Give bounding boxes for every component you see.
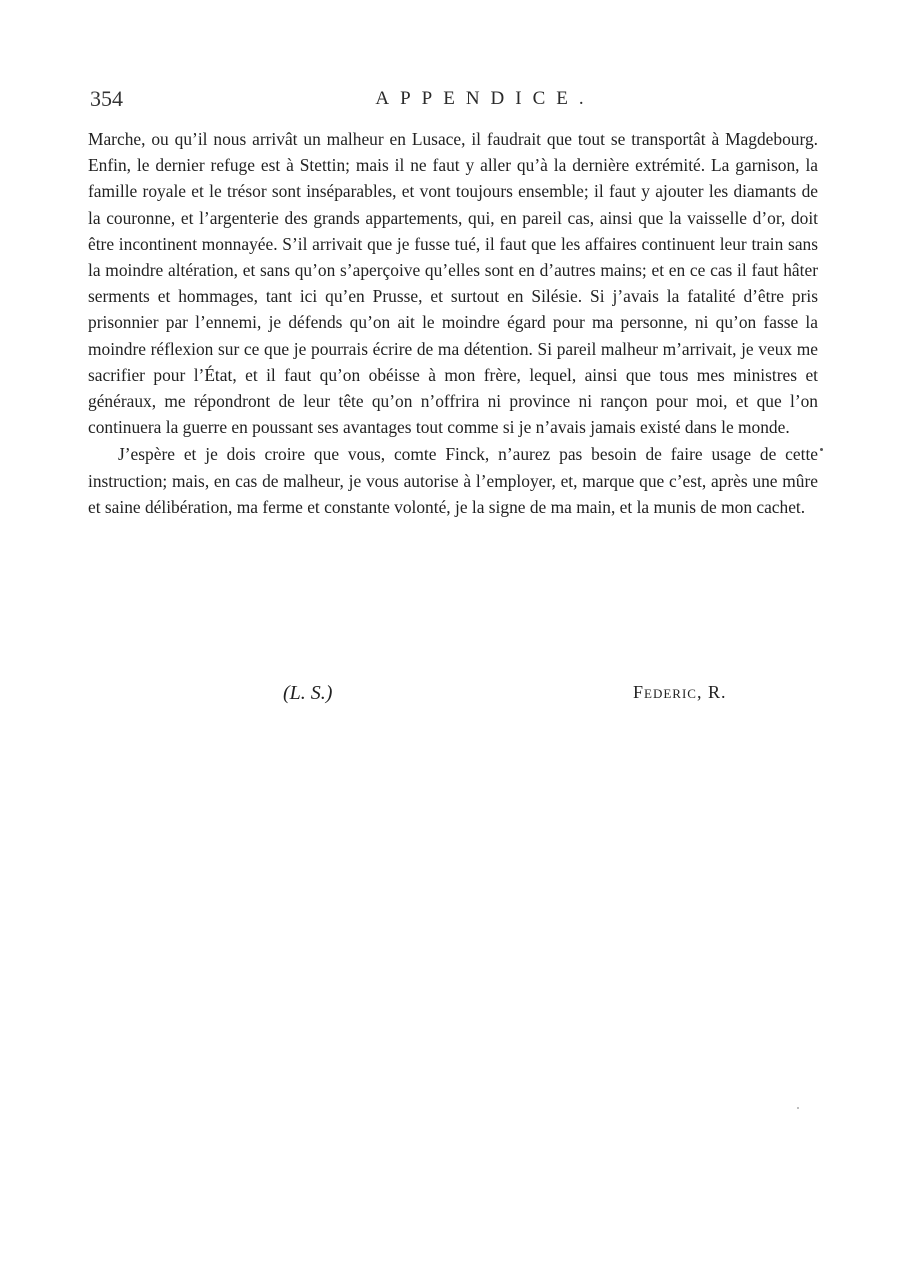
print-speck [820,448,823,451]
page-header [90,86,820,116]
paragraph-2: J’espère et je dois croire que vous, comte Finck, n’aurez pas besoin de faire usage de cette instruction; mais, en cas de malheur, je vous autorise à l’employer, et, marque que c’est, après une mûre et saine délibération, ma ferme et constante volonté, je la signe de ma main, et la munis de mon cachet. [88,444,818,517]
signature-block [88,682,818,712]
seal-mark: (L. S.) [283,682,333,704]
page-body [88,126,818,520]
print-speck [797,1107,799,1109]
royal-signature: Federic, R. [633,682,727,702]
page-number: 354 [90,86,123,111]
paragraph-1: Marche, ou qu’il nous arrivât un malheur en Lusace, il faudrait que tout se transportât à Magdebourg. Enfin, le dernier refuge est à Stettin; mais il ne faut y aller qu’à la dernière extrémité. La garnison, la famille royale et le trésor sont inséparables, et vont toujours ensemble; il faut y ajouter les diamants de la couronne, et l’argenterie des grands appartements, qui, en pareil cas, ainsi que la vaisselle d’or, doit être incontinent monnayée. S’il arrivait que je fusse tué, il faut que les affaires continuent leur train sans la moindre altération, et sans qu’on s’aperçoive qu’elles sont en d’autres mains; et en ce cas il faut hâter serments et hommages, tant ici qu’en Prusse, et surtout en Silésie. Si j’avais la fatalité d’être pris prisonnier par l’ennemi, je défends qu’on ait le moindre égard pour ma personne, ni qu’on fasse la moindre réflexion sur ce que je pourrais écrire de ma détention. Si pareil malheur m’arrivait, je veux me sacrifier pour l’État, et il faut qu’on obéisse à mon frère, lequel, ainsi que tous mes ministres et généraux, me répondront de leur tête qu’on n’offrira ni province ni rançon pour moi, et que l’on continuera la guerre en poussant ses avantages tout comme si je n’avais jamais existé dans le monde. [88,129,818,438]
running-head: APPENDICE. [375,88,595,109]
